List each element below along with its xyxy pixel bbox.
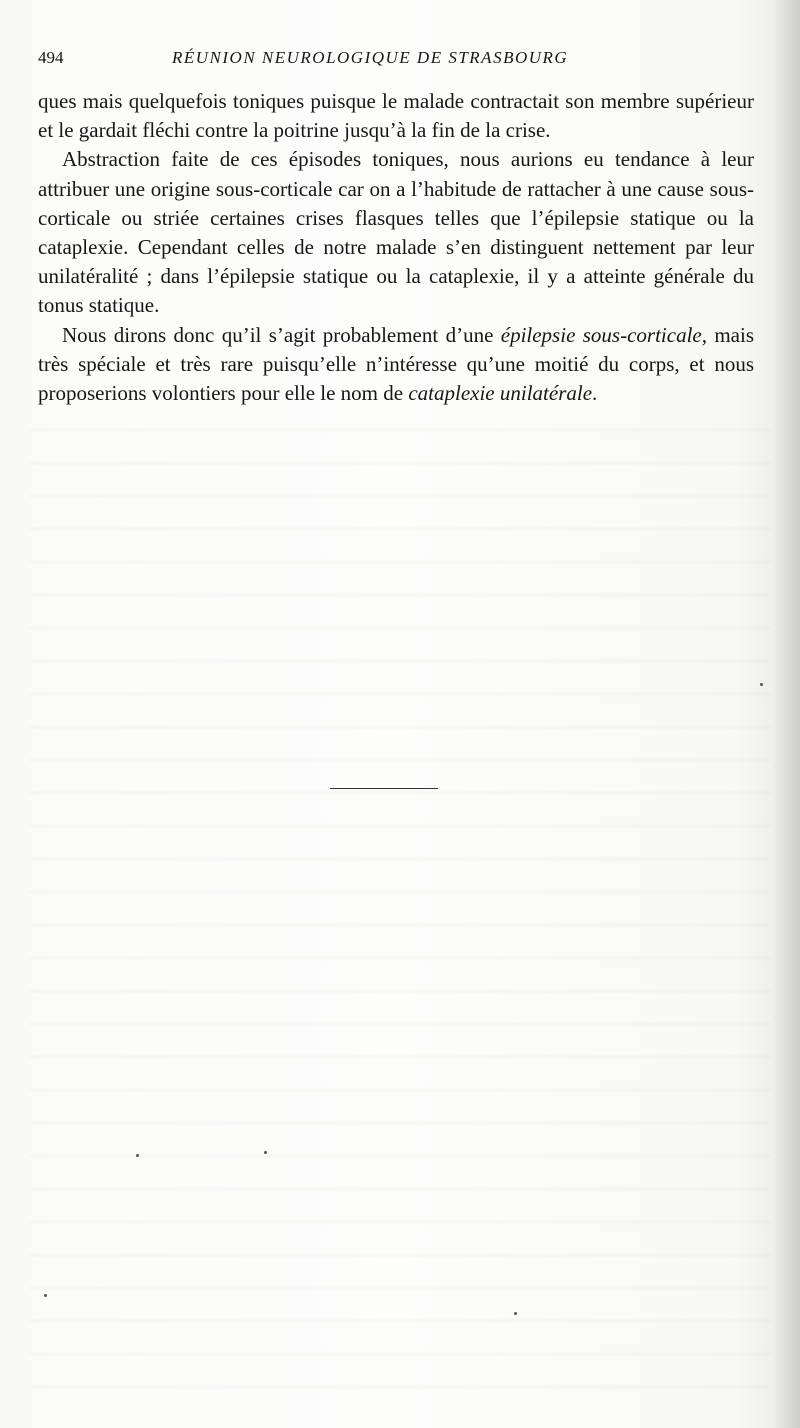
- term-cataplexie-unilaterale: cataplexie unilatérale: [408, 381, 593, 406]
- paragraph-3-text-e: .: [592, 381, 598, 406]
- section-divider-rule: [330, 788, 438, 789]
- page-edge-shadow: [772, 0, 800, 1428]
- paragraph-3: [38, 321, 754, 409]
- page-number: 494: [38, 48, 64, 67]
- paragraph-3-text-a: Nous dirons donc qu’il s’agit probablement d’une: [62, 322, 501, 347]
- print-speck: [136, 1154, 139, 1157]
- paragraph-3-text-c: mais très spéciale et très rare puisqu’elle n’intéresse qu’une moitié du corps, et nous proposerions volontiers pour elle le nom de: [38, 322, 755, 406]
- body-text: [38, 87, 754, 408]
- bleed-through-texture: [30, 410, 770, 1400]
- print-speck: [44, 1294, 47, 1297]
- running-title: RÉUNION NEUROLOGIQUE DE STRASBOURG: [172, 48, 569, 67]
- print-speck: [760, 683, 763, 686]
- running-head: [38, 48, 762, 72]
- print-speck: [514, 1312, 517, 1315]
- term-epilepsie-sous-corticale: épilepsie sous-corticale,: [500, 322, 707, 347]
- paragraph-2: Abstraction faite de ces épisodes toniques, nous aurions eu tendance à leur attribuer une origine sous-corticale car on a l’habitude de rattacher à une cause sous-corticale ou striée certaines crises flasques telles que l’épilepsie statique ou la cataplexie. Cependant celles de notre malade s’en distinguent nettement par leur unilatéralité ; dans l’épilepsie statique ou la cataplexie, il y a atteinte générale du tonus statique.: [38, 147, 754, 318]
- paragraph-1: ques mais quelquefois toniques puisque le malade contractait son membre supérieur et le gardait fléchi contre la poitrine jusqu’à la fin de la crise.: [38, 89, 754, 143]
- print-speck: [264, 1151, 267, 1154]
